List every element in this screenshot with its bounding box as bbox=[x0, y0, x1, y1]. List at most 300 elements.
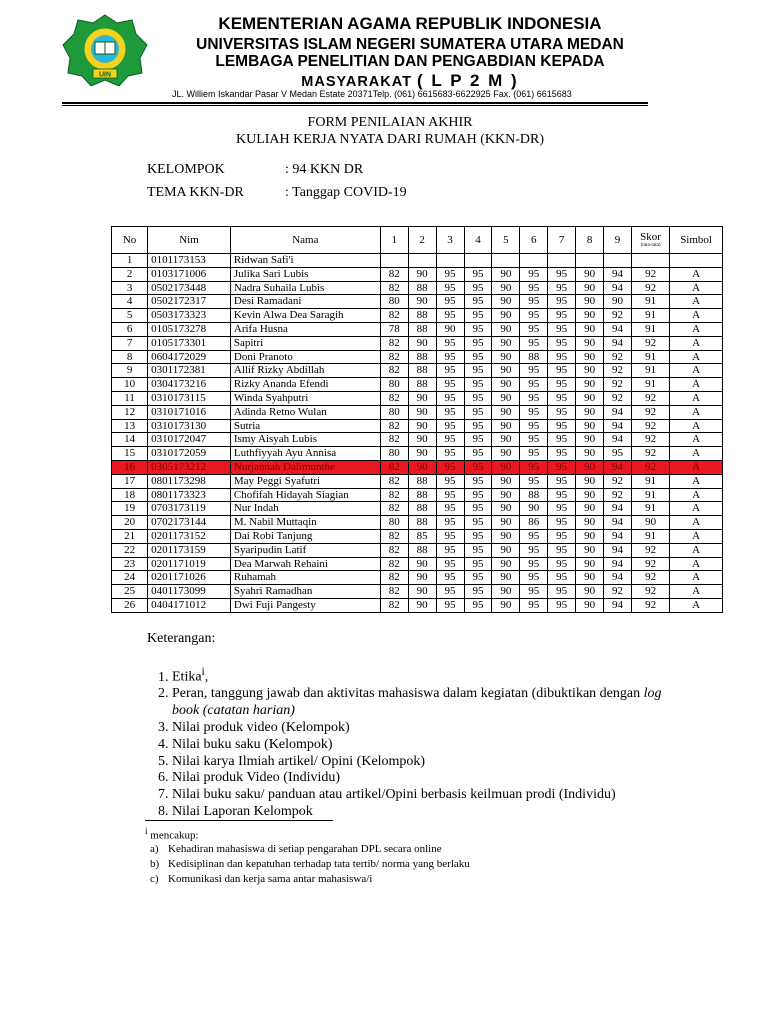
cell-nama: Allif Rizky Abdillah bbox=[230, 364, 380, 378]
cell-c4: 95 bbox=[464, 322, 492, 336]
cell-c5 bbox=[492, 254, 520, 268]
table-row bbox=[112, 433, 723, 447]
cell-nama: Dwi Fuji Pangesty bbox=[230, 598, 380, 612]
cell-c6: 88 bbox=[520, 350, 548, 364]
cell-c7: 95 bbox=[548, 364, 576, 378]
cell-c5: 90 bbox=[492, 585, 520, 599]
cell-skor: 91 bbox=[631, 474, 669, 488]
cell-no: 9 bbox=[112, 364, 148, 378]
table-row bbox=[112, 474, 723, 488]
cell-c3: 95 bbox=[436, 378, 464, 392]
cell-c8: 90 bbox=[576, 419, 604, 433]
cell-c4: 95 bbox=[464, 571, 492, 585]
cell-c9: 94 bbox=[604, 557, 632, 571]
cell-c6: 95 bbox=[520, 598, 548, 612]
cell-c9: 92 bbox=[604, 391, 632, 405]
cell-c4: 95 bbox=[464, 529, 492, 543]
ministry-name: KEMENTERIAN AGAMA REPUBLIK INDONESIA bbox=[218, 14, 602, 33]
cell-c6: 95 bbox=[520, 267, 548, 281]
table-row bbox=[112, 281, 723, 295]
header-criterion-5: 5 bbox=[492, 227, 520, 254]
cell-skor: 92 bbox=[631, 405, 669, 419]
cell-c1: 82 bbox=[380, 336, 408, 350]
cell-c1: 82 bbox=[380, 571, 408, 585]
institute-abbr: ( L P 2 M ) bbox=[417, 71, 519, 90]
cell-nama: Syahri Ramadhan bbox=[230, 585, 380, 599]
header-rule-thick bbox=[62, 102, 648, 104]
cell-no: 14 bbox=[112, 433, 148, 447]
cell-c7: 95 bbox=[548, 378, 576, 392]
footnote-intro-text: mencakup: bbox=[150, 829, 199, 842]
cell-c6: 95 bbox=[520, 364, 548, 378]
cell-c6: 95 bbox=[520, 391, 548, 405]
cell-c8: 90 bbox=[576, 543, 604, 557]
cell-c8: 90 bbox=[576, 295, 604, 309]
cell-c3: 90 bbox=[436, 322, 464, 336]
cell-c7: 95 bbox=[548, 405, 576, 419]
cell-c4: 95 bbox=[464, 433, 492, 447]
cell-c3: 95 bbox=[436, 543, 464, 557]
cell-nama: Doni Pranoto bbox=[230, 350, 380, 364]
cell-c2: 88 bbox=[408, 516, 436, 530]
cell-c2 bbox=[408, 254, 436, 268]
cell-no: 23 bbox=[112, 557, 148, 571]
cell-c7: 95 bbox=[548, 419, 576, 433]
cell-simbol: A bbox=[670, 598, 723, 612]
cell-c7: 95 bbox=[548, 502, 576, 516]
cell-c6: 95 bbox=[520, 460, 548, 474]
cell-c5: 90 bbox=[492, 557, 520, 571]
cell-c5: 90 bbox=[492, 488, 520, 502]
cell-c8: 90 bbox=[576, 350, 604, 364]
table-row bbox=[112, 267, 723, 281]
cell-nim: 0101173153 bbox=[148, 254, 231, 268]
cell-c1: 82 bbox=[380, 585, 408, 599]
cell-skor bbox=[631, 254, 669, 268]
cell-c7: 95 bbox=[548, 543, 576, 557]
cell-no: 19 bbox=[112, 502, 148, 516]
cell-c4: 95 bbox=[464, 364, 492, 378]
cell-c1: 82 bbox=[380, 309, 408, 323]
cell-c1: 82 bbox=[380, 350, 408, 364]
cell-c4: 95 bbox=[464, 502, 492, 516]
table-row bbox=[112, 336, 723, 350]
cell-c6: 95 bbox=[520, 557, 548, 571]
cell-skor: 91 bbox=[631, 309, 669, 323]
cell-c9: 94 bbox=[604, 502, 632, 516]
table-row bbox=[112, 516, 723, 530]
cell-c9: 94 bbox=[604, 405, 632, 419]
cell-c8: 90 bbox=[576, 585, 604, 599]
cell-c3: 95 bbox=[436, 516, 464, 530]
cell-c5: 90 bbox=[492, 460, 520, 474]
cell-c3: 95 bbox=[436, 433, 464, 447]
cell-no: 10 bbox=[112, 378, 148, 392]
university-logo bbox=[62, 14, 148, 86]
cell-c1: 82 bbox=[380, 267, 408, 281]
cell-c7: 95 bbox=[548, 516, 576, 530]
cell-c9: 94 bbox=[604, 322, 632, 336]
cell-c8: 90 bbox=[576, 447, 604, 461]
cell-no: 25 bbox=[112, 585, 148, 599]
header-skor-label: Skor bbox=[640, 231, 661, 243]
cell-c9: 90 bbox=[604, 295, 632, 309]
cell-c4: 95 bbox=[464, 281, 492, 295]
cell-c9: 92 bbox=[604, 350, 632, 364]
cell-c4: 95 bbox=[464, 391, 492, 405]
header-skor-sub: (rata-rata) bbox=[640, 243, 661, 248]
cell-c4: 95 bbox=[464, 295, 492, 309]
criterion-item: 4. Nilai buku saku (Kelompok) bbox=[172, 737, 692, 754]
cell-c7: 95 bbox=[548, 350, 576, 364]
cell-c2: 88 bbox=[408, 502, 436, 516]
cell-c2: 90 bbox=[408, 447, 436, 461]
table-header-row bbox=[112, 227, 723, 254]
cell-c1: 80 bbox=[380, 447, 408, 461]
cell-c5: 90 bbox=[492, 364, 520, 378]
institute-address: JL. Williem Iskandar Pasar V Medan Estate 20371Telp. (061) 6615683-6622925 Fax. (061) 6615683 bbox=[172, 89, 572, 99]
cell-c9: 92 bbox=[604, 488, 632, 502]
cell-c5: 90 bbox=[492, 474, 520, 488]
criterion-item: 6. Nilai produk Video (Individu) bbox=[172, 770, 692, 787]
cell-no: 6 bbox=[112, 322, 148, 336]
cell-nim: 0502172317 bbox=[148, 295, 231, 309]
table-row bbox=[112, 488, 723, 502]
footnote-item bbox=[150, 857, 470, 872]
cell-c6: 95 bbox=[520, 543, 548, 557]
cell-c7: 95 bbox=[548, 474, 576, 488]
cell-skor: 91 bbox=[631, 295, 669, 309]
cell-c8: 90 bbox=[576, 267, 604, 281]
cell-c2: 88 bbox=[408, 474, 436, 488]
header-skor bbox=[631, 227, 669, 254]
cell-nim: 0801173323 bbox=[148, 488, 231, 502]
cell-nama: Nur Indah bbox=[230, 502, 380, 516]
cell-c6: 95 bbox=[520, 281, 548, 295]
cell-skor: 92 bbox=[631, 571, 669, 585]
cell-c6: 95 bbox=[520, 433, 548, 447]
cell-c1: 82 bbox=[380, 281, 408, 295]
cell-c7: 95 bbox=[548, 557, 576, 571]
table-row bbox=[112, 254, 723, 268]
cell-simbol: A bbox=[670, 529, 723, 543]
cell-nama: Sutria bbox=[230, 419, 380, 433]
cell-c3 bbox=[436, 254, 464, 268]
cell-no: 3 bbox=[112, 281, 148, 295]
table-row bbox=[112, 543, 723, 557]
cell-c4: 95 bbox=[464, 474, 492, 488]
cell-c2: 90 bbox=[408, 419, 436, 433]
footnote-list bbox=[150, 842, 470, 887]
cell-c1: 80 bbox=[380, 378, 408, 392]
cell-c6: 95 bbox=[520, 309, 548, 323]
cell-c7: 95 bbox=[548, 585, 576, 599]
cell-c8: 90 bbox=[576, 502, 604, 516]
cell-nama: Ismy Aisyah Lubis bbox=[230, 433, 380, 447]
tema-label: TEMA KKN-DR bbox=[147, 185, 244, 200]
cell-skor: 92 bbox=[631, 460, 669, 474]
footnote-item bbox=[150, 842, 470, 857]
cell-no: 26 bbox=[112, 598, 148, 612]
cell-c8: 90 bbox=[576, 336, 604, 350]
cell-c8: 90 bbox=[576, 598, 604, 612]
cell-c9: 92 bbox=[604, 309, 632, 323]
cell-nama: May Peggi Syafutri bbox=[230, 474, 380, 488]
footnote-item bbox=[150, 872, 470, 887]
cell-nama: Chofifah Hidayah Siagian bbox=[230, 488, 380, 502]
cell-c1: 82 bbox=[380, 433, 408, 447]
table-row bbox=[112, 309, 723, 323]
cell-c2: 90 bbox=[408, 585, 436, 599]
cell-no: 4 bbox=[112, 295, 148, 309]
table-row bbox=[112, 557, 723, 571]
footnote-text: Komunikasi dan kerja sama antar mahasiswa/i bbox=[168, 873, 373, 885]
cell-skor: 91 bbox=[631, 488, 669, 502]
cell-c6: 95 bbox=[520, 419, 548, 433]
cell-nim: 0502173448 bbox=[148, 281, 231, 295]
cell-nim: 0201173152 bbox=[148, 529, 231, 543]
cell-c5: 90 bbox=[492, 295, 520, 309]
cell-nama: Arifa Husna bbox=[230, 322, 380, 336]
cell-skor: 92 bbox=[631, 585, 669, 599]
cell-no: 12 bbox=[112, 405, 148, 419]
criterion-item: 3. Nilai produk video (Kelompok) bbox=[172, 720, 692, 737]
table-row bbox=[112, 460, 723, 474]
cell-c4: 95 bbox=[464, 419, 492, 433]
cell-c2: 90 bbox=[408, 391, 436, 405]
kelompok-label: KELOMPOK bbox=[147, 162, 225, 177]
cell-c4: 95 bbox=[464, 447, 492, 461]
cell-c9: 94 bbox=[604, 267, 632, 281]
cell-c2: 88 bbox=[408, 378, 436, 392]
cell-c1: 82 bbox=[380, 474, 408, 488]
cell-c6 bbox=[520, 254, 548, 268]
cell-c3: 95 bbox=[436, 502, 464, 516]
cell-no: 21 bbox=[112, 529, 148, 543]
cell-nama: Julika Sari Lubis bbox=[230, 267, 380, 281]
cell-nim: 0404171012 bbox=[148, 598, 231, 612]
cell-c2: 88 bbox=[408, 350, 436, 364]
cell-nim: 0304173216 bbox=[148, 378, 231, 392]
cell-c6: 95 bbox=[520, 474, 548, 488]
cell-nim: 0105173278 bbox=[148, 322, 231, 336]
header-criterion-8: 8 bbox=[576, 227, 604, 254]
criterion-text: Peran, tanggung jawab dan aktivitas mahasiswa dalam kegiatan (dibuktikan dengan bbox=[172, 686, 644, 702]
cell-simbol: A bbox=[670, 295, 723, 309]
cell-simbol: A bbox=[670, 378, 723, 392]
cell-simbol: A bbox=[670, 350, 723, 364]
cell-c4: 95 bbox=[464, 309, 492, 323]
cell-c4: 95 bbox=[464, 267, 492, 281]
header-criterion-9: 9 bbox=[604, 227, 632, 254]
cell-skor: 91 bbox=[631, 364, 669, 378]
cell-nama: Luthfiyyah Ayu Annisa bbox=[230, 447, 380, 461]
cell-simbol: A bbox=[670, 585, 723, 599]
cell-nim: 0310171016 bbox=[148, 405, 231, 419]
cell-no: 17 bbox=[112, 474, 148, 488]
cell-c8: 90 bbox=[576, 405, 604, 419]
footnote-separator bbox=[145, 820, 333, 821]
cell-skor: 91 bbox=[631, 529, 669, 543]
table-row bbox=[112, 295, 723, 309]
cell-c1: 82 bbox=[380, 598, 408, 612]
table-row bbox=[112, 405, 723, 419]
header-rule-thin bbox=[62, 105, 648, 106]
header-no: No bbox=[112, 227, 148, 254]
cell-c8: 90 bbox=[576, 488, 604, 502]
cell-simbol: A bbox=[670, 543, 723, 557]
cell-no: 22 bbox=[112, 543, 148, 557]
cell-c7: 95 bbox=[548, 433, 576, 447]
cell-c7: 95 bbox=[548, 391, 576, 405]
cell-c1: 80 bbox=[380, 295, 408, 309]
cell-c9: 94 bbox=[604, 460, 632, 474]
cell-nim: 0503173323 bbox=[148, 309, 231, 323]
cell-c6: 95 bbox=[520, 571, 548, 585]
cell-nim: 0103171006 bbox=[148, 267, 231, 281]
cell-no: 13 bbox=[112, 419, 148, 433]
cell-c5: 90 bbox=[492, 281, 520, 295]
cell-c2: 90 bbox=[408, 336, 436, 350]
cell-skor: 91 bbox=[631, 378, 669, 392]
header-criterion-6: 6 bbox=[520, 227, 548, 254]
cell-c9: 92 bbox=[604, 474, 632, 488]
cell-c1: 80 bbox=[380, 405, 408, 419]
cell-c5: 90 bbox=[492, 378, 520, 392]
cell-c5: 90 bbox=[492, 571, 520, 585]
cell-c8: 90 bbox=[576, 364, 604, 378]
cell-c5: 90 bbox=[492, 405, 520, 419]
cell-no: 15 bbox=[112, 447, 148, 461]
cell-simbol: A bbox=[670, 336, 723, 350]
cell-c3: 95 bbox=[436, 405, 464, 419]
cell-c4: 95 bbox=[464, 378, 492, 392]
cell-simbol: A bbox=[670, 460, 723, 474]
cell-c8 bbox=[576, 254, 604, 268]
cell-simbol: A bbox=[670, 322, 723, 336]
cell-nim: 0401173099 bbox=[148, 585, 231, 599]
cell-c7: 95 bbox=[548, 281, 576, 295]
cell-c6: 86 bbox=[520, 516, 548, 530]
cell-c6: 95 bbox=[520, 585, 548, 599]
logo-text: UIN bbox=[98, 71, 112, 79]
cell-c5: 90 bbox=[492, 391, 520, 405]
cell-nim: 0310172047 bbox=[148, 433, 231, 447]
cell-c1: 82 bbox=[380, 419, 408, 433]
table-row bbox=[112, 391, 723, 405]
cell-nama: Dai Robi Tanjung bbox=[230, 529, 380, 543]
cell-nim: 0702173144 bbox=[148, 516, 231, 530]
cell-simbol: A bbox=[670, 364, 723, 378]
cell-c3: 95 bbox=[436, 571, 464, 585]
cell-skor: 92 bbox=[631, 598, 669, 612]
cell-simbol: A bbox=[670, 391, 723, 405]
cell-no: 2 bbox=[112, 267, 148, 281]
cell-c8: 90 bbox=[576, 474, 604, 488]
cell-c4: 95 bbox=[464, 557, 492, 571]
cell-c1: 80 bbox=[380, 516, 408, 530]
cell-c5: 90 bbox=[492, 309, 520, 323]
cell-c6: 88 bbox=[520, 488, 548, 502]
cell-c3: 95 bbox=[436, 447, 464, 461]
cell-c3: 95 bbox=[436, 391, 464, 405]
cell-skor: 92 bbox=[631, 281, 669, 295]
cell-nama: Syaripudin Latif bbox=[230, 543, 380, 557]
cell-simbol: A bbox=[670, 488, 723, 502]
cell-c9: 92 bbox=[604, 364, 632, 378]
cell-c4: 95 bbox=[464, 598, 492, 612]
cell-c4: 95 bbox=[464, 460, 492, 474]
cell-nim: 0105173301 bbox=[148, 336, 231, 350]
cell-c9: 94 bbox=[604, 598, 632, 612]
cell-skor: 92 bbox=[631, 336, 669, 350]
footnote-text: Kedisiplinan dan kepatuhan terhadap tata tertib/ norma yang berlaku bbox=[168, 858, 470, 870]
cell-c9 bbox=[604, 254, 632, 268]
table-row bbox=[112, 322, 723, 336]
cell-no: 5 bbox=[112, 309, 148, 323]
cell-nim: 0301172381 bbox=[148, 364, 231, 378]
cell-c4: 95 bbox=[464, 336, 492, 350]
cell-nim: 0310173115 bbox=[148, 391, 231, 405]
footnote-key: a) bbox=[150, 843, 159, 855]
cell-c6: 90 bbox=[520, 502, 548, 516]
cell-c9: 92 bbox=[604, 378, 632, 392]
cell-c8: 90 bbox=[576, 322, 604, 336]
cell-simbol: A bbox=[670, 516, 723, 530]
cell-c2: 90 bbox=[408, 295, 436, 309]
header-nama: Nama bbox=[230, 227, 380, 254]
institute-name: LEMBAGA PENELITIAN DAN PENGABDIAN KEPADA bbox=[215, 53, 605, 70]
cell-c1: 82 bbox=[380, 364, 408, 378]
cell-c9: 94 bbox=[604, 336, 632, 350]
criterion-item bbox=[172, 686, 692, 720]
table-row bbox=[112, 350, 723, 364]
institute-name-continued: MASYARAKAT bbox=[301, 74, 412, 90]
cell-nim: 0201173159 bbox=[148, 543, 231, 557]
cell-c2: 88 bbox=[408, 322, 436, 336]
header-criterion-3: 3 bbox=[436, 227, 464, 254]
table-body bbox=[112, 254, 723, 613]
header-criterion-7: 7 bbox=[548, 227, 576, 254]
criterion-item: 5. Nilai karya Ilmiah artikel/ Opini (Kelompok) bbox=[172, 754, 692, 771]
cell-c7: 95 bbox=[548, 295, 576, 309]
cell-c7: 95 bbox=[548, 447, 576, 461]
cell-skor: 91 bbox=[631, 350, 669, 364]
cell-nama: Kevin Alwa Dea Saragih bbox=[230, 309, 380, 323]
table-row bbox=[112, 571, 723, 585]
cell-nim: 0310173130 bbox=[148, 419, 231, 433]
cell-c9: 94 bbox=[604, 281, 632, 295]
cell-c9: 94 bbox=[604, 516, 632, 530]
cell-nama: Dea Marwah Rehaini bbox=[230, 557, 380, 571]
cell-c8: 90 bbox=[576, 529, 604, 543]
cell-c4: 95 bbox=[464, 543, 492, 557]
cell-simbol: A bbox=[670, 309, 723, 323]
cell-skor: 92 bbox=[631, 419, 669, 433]
cell-simbol: A bbox=[670, 571, 723, 585]
cell-c7: 95 bbox=[548, 322, 576, 336]
header-criterion-4: 4 bbox=[464, 227, 492, 254]
cell-nama: Rizky Ananda Efendi bbox=[230, 378, 380, 392]
cell-c2: 88 bbox=[408, 309, 436, 323]
cell-nama: M. Nabil Muttaqin bbox=[230, 516, 380, 530]
cell-c5: 90 bbox=[492, 516, 520, 530]
cell-c5: 90 bbox=[492, 447, 520, 461]
cell-c1: 78 bbox=[380, 322, 408, 336]
cell-nama: Winda Syahputri bbox=[230, 391, 380, 405]
footnote-key: c) bbox=[150, 873, 159, 885]
cell-c5: 90 bbox=[492, 543, 520, 557]
